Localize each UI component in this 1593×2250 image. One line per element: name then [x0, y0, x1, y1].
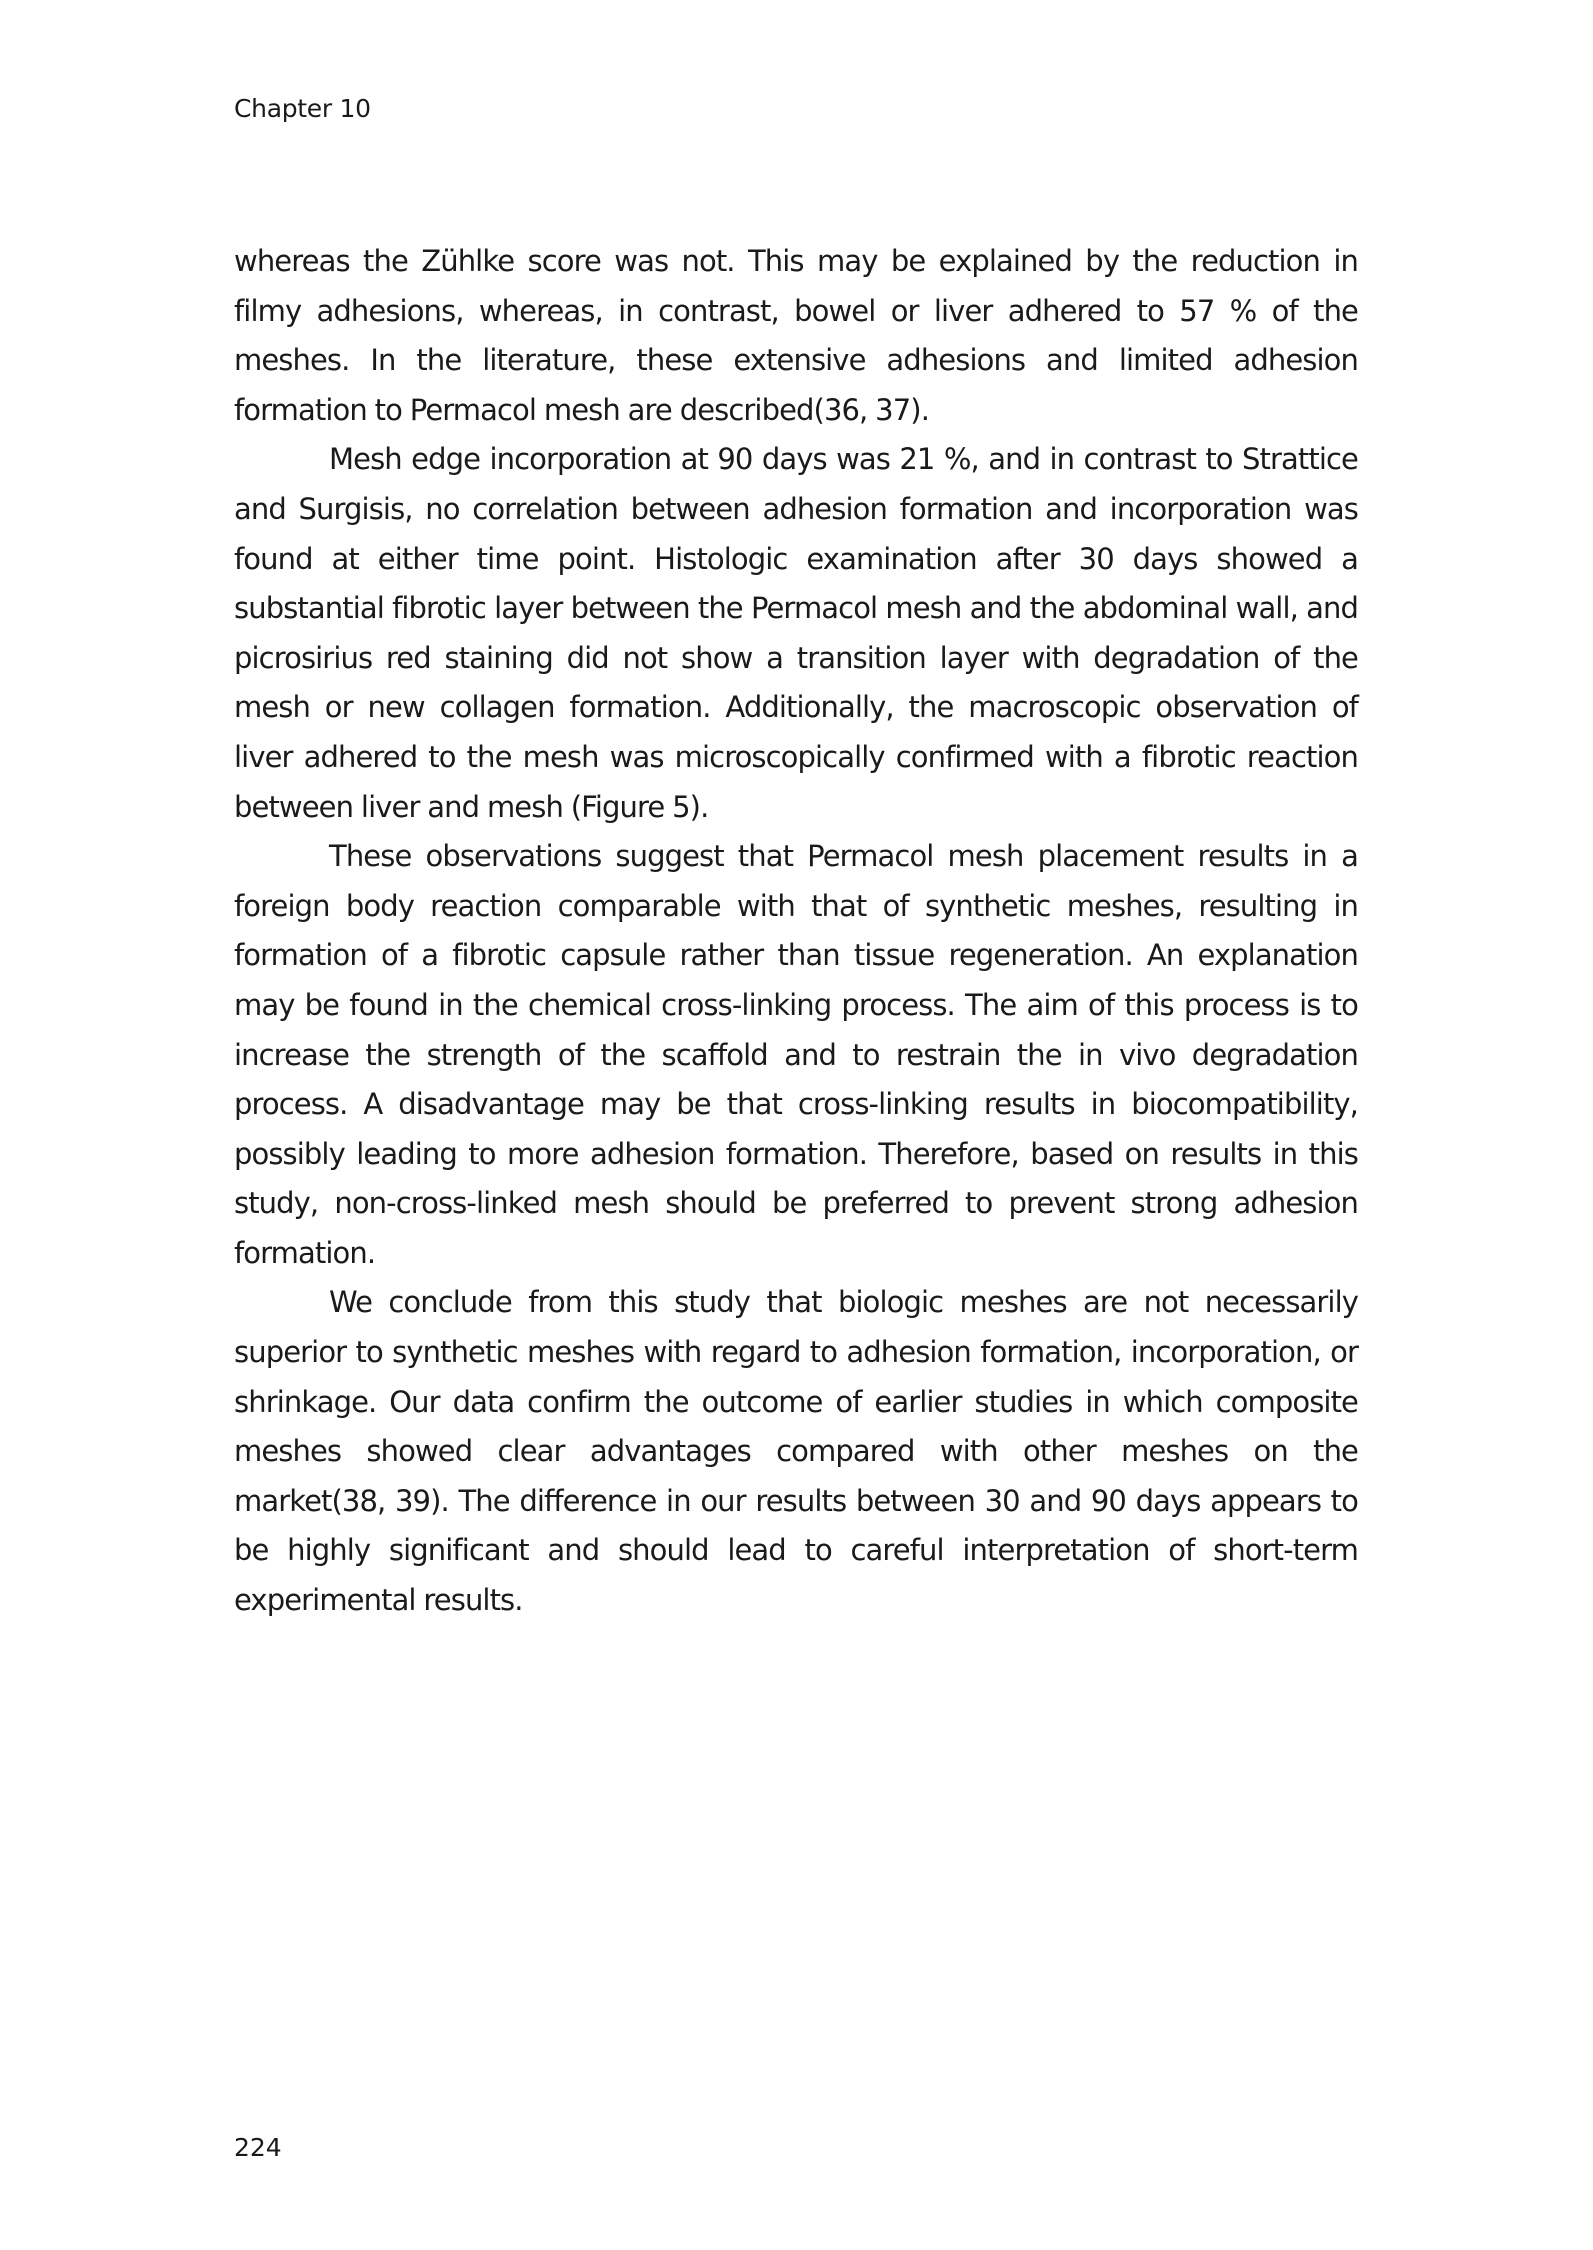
page-number: 224 [234, 2133, 282, 2162]
running-header-chapter-title: Chapter 10 [234, 94, 371, 123]
paragraph-foreign-body-reaction: These observations suggest that Permacol mesh placement results in a foreign body reaction comparable with that of synthetic meshes, resulting in formation of a fibrotic capsule rather than tissue regeneration. An explanation may be found in the chemical cross-linking process. The aim of this process is to increase the strength of the scaffold and to restrain the in vivo degradation process. A disadvantage may be that cross-linking results in biocompatibility, possibly leading to more adhesion formation. Therefore, based on results in this study, non-cross-linked mesh should be preferred to prevent strong adhesion formation. [234, 839, 1358, 1270]
body-text [234, 237, 1358, 1626]
paragraph-mesh-edge-incorporation: Mesh edge incorporation at 90 days was 21 %, and in contrast to Strattice and Surgisis, no correlation between adhesion formation and incorporation was found at either time point. Histologic examination after 30 days showed a substantial fibrotic layer between the Permacol mesh and the abdominal wall, and picrosirius red staining did not show a transition layer with degradation of the mesh or new collagen formation. Additionally, the macroscopic observation of liver adhered to the mesh was microscopically confirmed with a fibrotic reaction between liver and mesh (Figure 5). [234, 442, 1358, 824]
paragraph-conclusion: We conclude from this study that biologic meshes are not necessarily superior to synthetic meshes with regard to adhesion formation, incorporation, or shrinkage. Our data confirm the outcome of earlier studies in which composite meshes showed clear advantages compared with other meshes on the market(38, 39). The difference in our results between 30 and 90 days appears to be highly significant and should lead to careful interpretation of short-term experimental results. [234, 1285, 1358, 1618]
paragraph-continuation: whereas the Zühlke score was not. This may be explained by the reduction in filmy adhesions, whereas, in contrast, bowel or liver adhered to 57 % of the meshes. In the literature, these extensive adhesions and limited adhesion formation to Permacol mesh are described(36, 37). [234, 244, 1358, 427]
